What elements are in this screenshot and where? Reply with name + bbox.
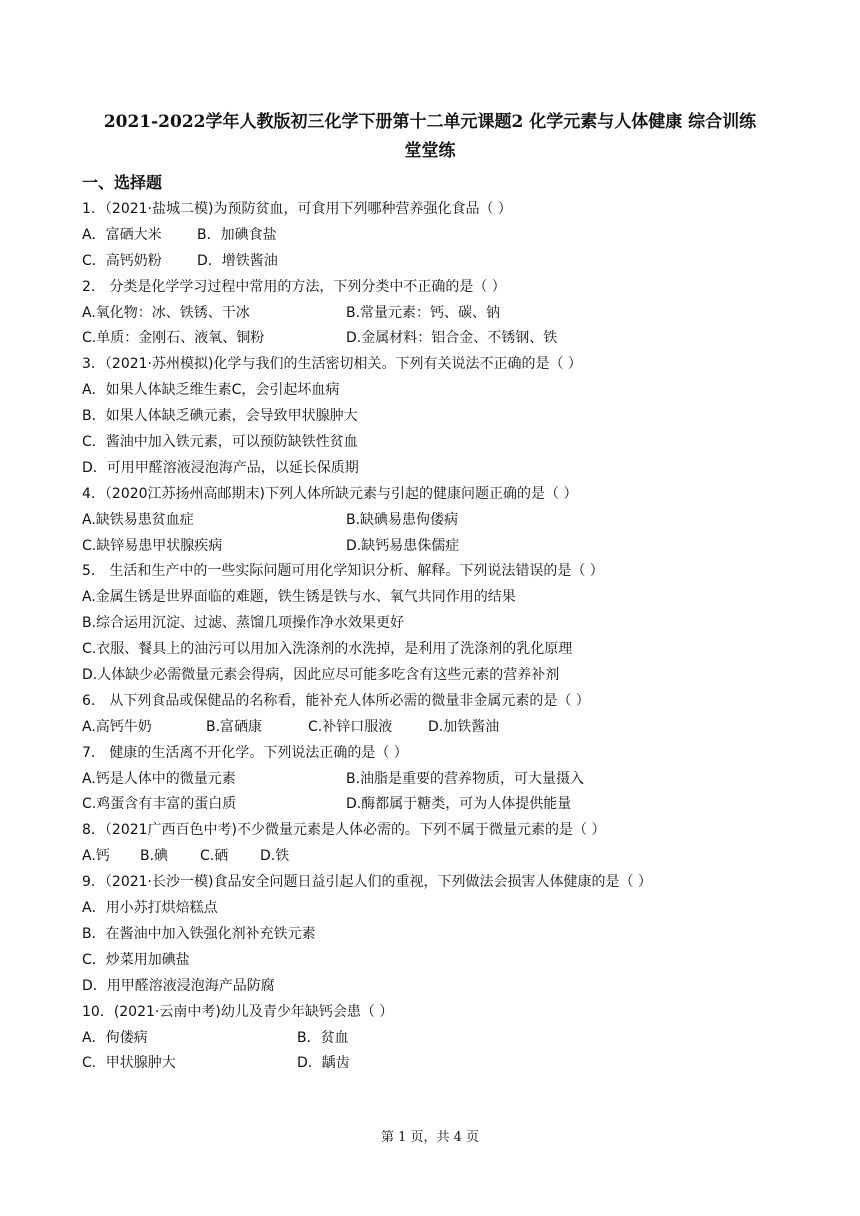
answer-option: A.缺铁易患贫血症 — [82, 511, 194, 528]
option-row — [82, 948, 782, 974]
answer-option: D.缺钙易患侏儒症 — [346, 537, 460, 554]
answer-option: D.金属材料：铝合金、不锈钢、铁 — [346, 330, 558, 347]
question-7 — [82, 741, 782, 819]
answer-option: A.钙是人体中的微量元素 — [82, 770, 236, 787]
answer-option: A.氧化物：冰、铁锈、干冰 — [82, 304, 250, 321]
question-1 — [82, 197, 782, 275]
option-row — [82, 430, 782, 456]
answer-option: C.硒 — [200, 848, 229, 865]
option-row — [82, 922, 782, 948]
answer-option: D.加铁酱油 — [428, 718, 500, 735]
answer-option: C.缺锌易患甲状腺疾病 — [82, 537, 223, 554]
question-8 — [82, 818, 782, 870]
answer-option: B.缺碘易患佝偻病 — [346, 511, 459, 528]
answer-option: A．富硒大米 — [82, 226, 162, 243]
question-stem: 10．(2021·云南中考)幼儿及青少年缺钙会患（ ） — [82, 1003, 394, 1020]
question-stem: 1．（2021·盐城二模)为预防贫血，可食用下列哪种营养强化食品（ ） — [82, 201, 512, 217]
answer-option: B.油脂是重要的营养物质，可大量摄入 — [346, 770, 585, 787]
question-stem: 8．（2021广西百色中考)不少微量元素是人体必需的。下列不属于微量元素的是（ ） — [82, 822, 606, 839]
option-row — [82, 715, 782, 741]
option-row — [82, 585, 782, 611]
option-row — [82, 404, 782, 430]
question-stem: 9．（2021·长沙一模)食品安全问题日益引起人们的重视，下列做法会损害人体健康的是（ ） — [82, 874, 652, 891]
question-10 — [82, 1000, 782, 1078]
answer-option: B.综合运用沉淀、过滤、蒸馏几项操作净水效果更好 — [82, 615, 405, 632]
answer-option: B．如果人体缺乏碘元素，会导致甲状腺肿大 — [82, 408, 358, 425]
answer-option: B.常量元素：钙、碳、钠 — [346, 304, 501, 321]
option-row — [82, 378, 782, 404]
option-row — [82, 326, 782, 352]
question-stem: 3．（2021·苏州模拟)化学与我们的生活密切相关。下列有关说法不正确的是（ ） — [82, 356, 582, 373]
option-row — [82, 896, 782, 922]
answer-option: A．如果人体缺乏维生素C，会引起坏血病 — [82, 382, 340, 399]
option-row — [82, 249, 782, 275]
answer-option: D．增铁酱油 — [197, 252, 278, 269]
answer-option: D.铁 — [260, 848, 290, 865]
answer-option: C．甲状腺肿大 — [82, 1055, 176, 1072]
section-heading: 一、选择题 — [82, 173, 163, 192]
question-2 — [82, 275, 782, 353]
question-stem: 6． 从下列食品或保健品的名称看，能补充人体所必需的微量非金属元素的是（ ） — [82, 692, 590, 709]
answer-option: B.碘 — [140, 848, 169, 865]
answer-option: A．用小苏打烘焙糕点 — [82, 900, 218, 917]
question-stem: 2． 分类是化学学习过程中常用的方法，下列分类中不正确的是（ ） — [82, 278, 506, 295]
option-row — [82, 663, 782, 689]
question-4 — [82, 482, 782, 560]
answer-option: B.富硒康 — [206, 718, 263, 735]
answer-option: A.钙 — [82, 848, 110, 865]
answer-option: C．炒菜用加碘盐 — [82, 951, 190, 968]
question-stem: 7． 健康的生活离不开化学。下列说法正确的是（ ） — [82, 744, 408, 761]
option-row — [82, 508, 782, 534]
question-6 — [82, 689, 782, 741]
answer-option: B．在酱油中加入铁强化剂补充铁元素 — [82, 925, 316, 942]
question-5 — [82, 559, 782, 688]
answer-option: D．可用甲醛溶液浸泡海产品，以延长保质期 — [82, 459, 359, 476]
answer-option: D.人体缺少必需微量元素会得病，因此应尽可能多吃含有这些元素的营养补剂 — [82, 667, 560, 684]
answer-option: C.鸡蛋含有丰富的蛋白质 — [82, 796, 237, 813]
question-9 — [82, 870, 782, 999]
option-row — [82, 301, 782, 327]
answer-option: C．高钙奶粉 — [82, 252, 162, 269]
question-list — [82, 197, 782, 1077]
answer-option: B．加碘食盐 — [197, 226, 277, 243]
answer-option: A．佝偻病 — [82, 1029, 148, 1046]
title-line-1: 2021-2022学年人教版初三化学下册第十二单元课题2 化学元素与人体健康 综合训练 — [103, 112, 757, 132]
answer-option: C.补锌口服液 — [308, 718, 393, 735]
option-row — [82, 534, 782, 560]
answer-option: C．酱油中加入铁元素，可以预防缺铁性贫血 — [82, 434, 358, 451]
option-row — [82, 792, 782, 818]
answer-option: D．用甲醛溶液浸泡海产品防腐 — [82, 977, 275, 994]
option-row — [82, 611, 782, 637]
option-row — [82, 223, 782, 249]
option-row — [82, 844, 782, 870]
answer-option: D．龋齿 — [297, 1055, 350, 1072]
title-line-2: 堂堂练 — [404, 141, 456, 161]
option-row — [82, 1026, 782, 1052]
answer-option: C.衣服、餐具上的油污可以用加入洗涤剂的水洗掉，是利用了洗涤剂的乳化原理 — [82, 641, 573, 658]
option-row — [82, 767, 782, 793]
option-row — [82, 1051, 782, 1077]
question-3 — [82, 352, 782, 481]
option-row — [82, 456, 782, 482]
answer-option: B．贫血 — [297, 1029, 349, 1046]
answer-option: C.单质：金刚石、液氧、铜粉 — [82, 330, 265, 347]
answer-option: D.酶都属于糖类，可为人体提供能量 — [346, 796, 572, 813]
question-stem: 4．（2020江苏扬州高邮期末)下列人体所缺元素与引起的健康问题正确的是（ ） — [82, 485, 578, 502]
document-title — [80, 108, 780, 166]
page-footer: 第 1 页，共 4 页 — [380, 1130, 480, 1145]
option-row — [82, 637, 782, 663]
answer-option: A.高钙牛奶 — [82, 718, 152, 735]
answer-option: A.金属生锈是世界面临的难题，铁生锈是铁与水、氧气共同作用的结果 — [82, 589, 516, 606]
question-stem: 5． 生活和生产中的一些实际问题可用化学知识分析、解释。下列说法错误的是（ ） — [82, 563, 604, 580]
option-row — [82, 974, 782, 1000]
